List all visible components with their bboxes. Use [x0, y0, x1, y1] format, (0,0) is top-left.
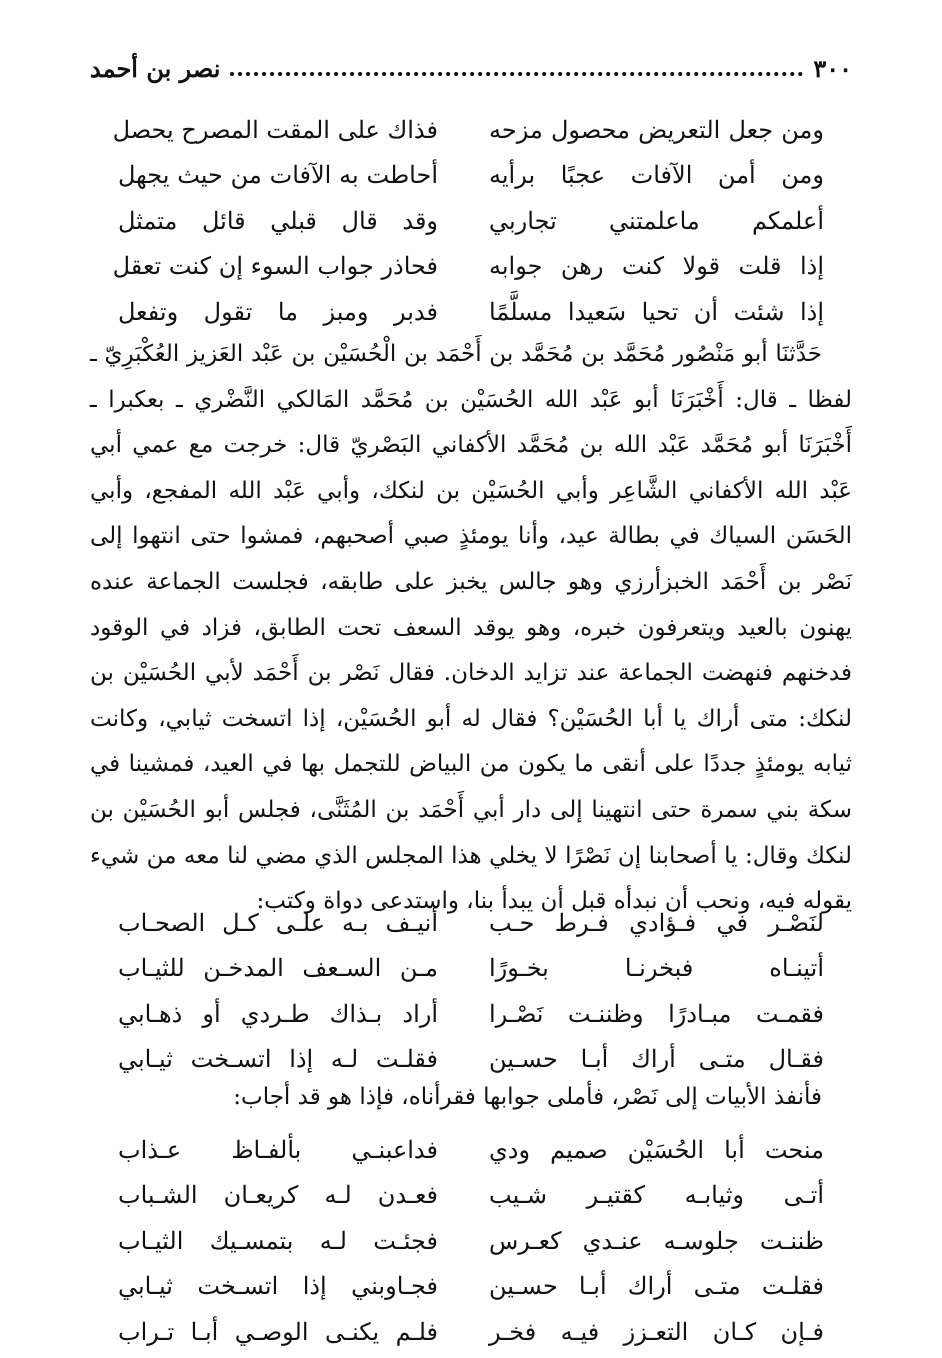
verse-second-hemistich: فدبر ومبز ما تقول وتفعل: [118, 297, 438, 326]
narrative-text: حَدَّثنَا أبو مَنْصُور مُحَمَّد بن مُحَمَّد بن أَحْمَد بن الْحُسَيْن بن عَبْد العَزيز العُكْبَرِيّ ـ لفظا ـ قال: أَخْبَرَنَا أبو عَبْد الله الحُسَيْن بن مُحَمَّد المَالكي النَّضْري ـ بعكبرا ـ أَخْبَرَنَا أبو مُحَمَّد عَبْد الله بن مُحَمَّد الأكفاني البَصْريّ قال: خرجت مع عمي أبي عَبْد الله الأكفاني الشَّاعِر وأبي الحُسَيْن بن لنكك، وأبي عَبْد الله المفجع، وأبي الحَسَن السياك في بطالة عيد، وأنا يومئذٍ صبي أصحبهم، فمشوا حتى انتهوا إلى نَصْر بن أَحْمَد الخبزأرزي وهو جالس يخبز على طابقه، فجلست الجماعة عنده يهنون بالعيد ويتعرفون خبره، وهو يوقد السعف تحت الطابق، فزاد في الوقود فدخنهم فنهضت الجماعة عند تزايد الدخان. فقال نَصْر بن أَحْمَد لأبي الحُسَيْن بن لنكك: متى أراك يا أبا الحُسَيْن؟ فقال له أبو الحُسَيْن، إذا اتسخت ثيابي، وكانت ثيابه يومئذٍ جددًا على أنقى ما يكون من البياض للتجمل بها في العيد، فمشينا في سكة بني سمرة حتى انتهينا إلى دار أبي أَحْمَد بن المُثَنَّى، فجلس أبو الحُسَيْن بن لنكك وقال: يا أصحابنا إن نَصْرًا لا يخلي هذا المجلس الذي مضي لنا معه من شيء يقوله فيه، ونحب أن نبدأه قبل أن يبدأ بنا، واستدعى دواة وكتب:: [90, 341, 852, 915]
header-dot-leader: [230, 72, 803, 76]
verse-second-hemistich: أراد بـذاك طـردي أو ذهـابي: [118, 999, 438, 1028]
verse-line: [118, 1309, 824, 1355]
verse-line: [118, 991, 824, 1037]
verse-second-hemistich: فذاك على المقت المصرح يحصل: [112, 115, 438, 144]
verse-second-hemistich: فجئـت لـه بتمسـيك الثيـاب: [118, 1226, 438, 1255]
verse-first-hemistich: أعلمكم ماعلمتني تجاربي: [489, 206, 824, 235]
page-number: ٣٠٠: [813, 53, 852, 83]
running-title: نصر بن أحمد: [90, 53, 221, 83]
verse-line: [118, 289, 824, 335]
verse-line: [112, 244, 824, 290]
verse-second-hemistich: فجـاوبني إذا اتسـخت ثيـابي: [118, 1272, 438, 1301]
verse-first-hemistich: إذا قلت قولا كنت رهن جوابه: [489, 252, 824, 281]
verse-second-hemistich: وقد قال قبلي قائل متمثل: [118, 206, 438, 235]
verse-first-hemistich: ومن جعل التعريض محصول مزحه: [489, 115, 824, 144]
verse-line: [118, 946, 824, 992]
verse-first-hemistich: أتينـاه فبخرنـا بخـورًا: [489, 954, 824, 983]
verse-line: [118, 1127, 824, 1173]
verse-second-hemistich: فحاذر جواب السوء إن كنت تعقل: [112, 252, 438, 281]
verse-first-hemistich: إذا شئت أن تحيا سَعيدا مسلَّمًا: [489, 297, 824, 326]
verse-first-hemistich: فـإن كـان التعـزز فيـه فخـر: [489, 1317, 824, 1346]
verse-second-hemistich: فقلـت لـه إذا اتسـخت ثيـابي: [118, 1045, 438, 1074]
verse-second-hemistich: مـن السـعف المدخـن للثيـاب: [118, 954, 438, 983]
verse-first-hemistich: أتـى وثيابـه كقتيـر شـيب: [489, 1181, 824, 1210]
verse-first-hemistich: ومن أمن الآفات عجبًا برأيه: [489, 161, 824, 190]
poem-intro-text: فأنفذ الأبيات إلى نَصْر، فأملى جوابها فقرأناه، فإذا هو قد أجاب:: [233, 1084, 822, 1110]
poem-block-3: [118, 1127, 824, 1355]
verse-second-hemistich: أحاطت به الآفات من حيث يجهل: [118, 161, 438, 190]
verse-line: [118, 1218, 824, 1264]
verse-line: [118, 153, 824, 199]
verse-first-hemistich: فقلـت متـى أراك أبـا حسـين: [489, 1272, 824, 1301]
poem-intro: [90, 1075, 822, 1120]
verse-line: [118, 900, 824, 946]
verse-line: [118, 1173, 824, 1219]
verse-first-hemistich: فقـال متـى أراك أبـا حسـين: [489, 1045, 824, 1074]
verse-second-hemistich: فداعبنـي بألفـاظ عـذاب: [118, 1135, 438, 1164]
verse-line: [118, 198, 824, 244]
verse-first-hemistich: فقمـت مبـادرًا وظننـت نَصْـرا: [489, 999, 824, 1028]
verse-first-hemistich: لنَصْـر في فـؤادي فـرط حـب: [489, 908, 824, 937]
poem-block-2: [118, 900, 824, 1082]
page-header: [90, 48, 852, 88]
verse-line: [118, 1264, 824, 1310]
verse-second-hemistich: فلـم يكنـى الوصـي أبـا تـراب: [118, 1317, 438, 1346]
poem-block-1: [112, 107, 824, 335]
verse-line: [112, 107, 824, 153]
verse-second-hemistich: فعـدن لـه كريعـان الشـباب: [118, 1181, 438, 1210]
verse-second-hemistich: أنيـف بـه علـى كـل الصحـاب: [118, 908, 438, 937]
verse-first-hemistich: ظننـت جلوسـه عنـدي كعـرس: [489, 1226, 824, 1255]
verse-first-hemistich: منحت أبا الحُسَيْن صميم ودي: [489, 1135, 824, 1164]
narrative-paragraph: [90, 332, 852, 925]
